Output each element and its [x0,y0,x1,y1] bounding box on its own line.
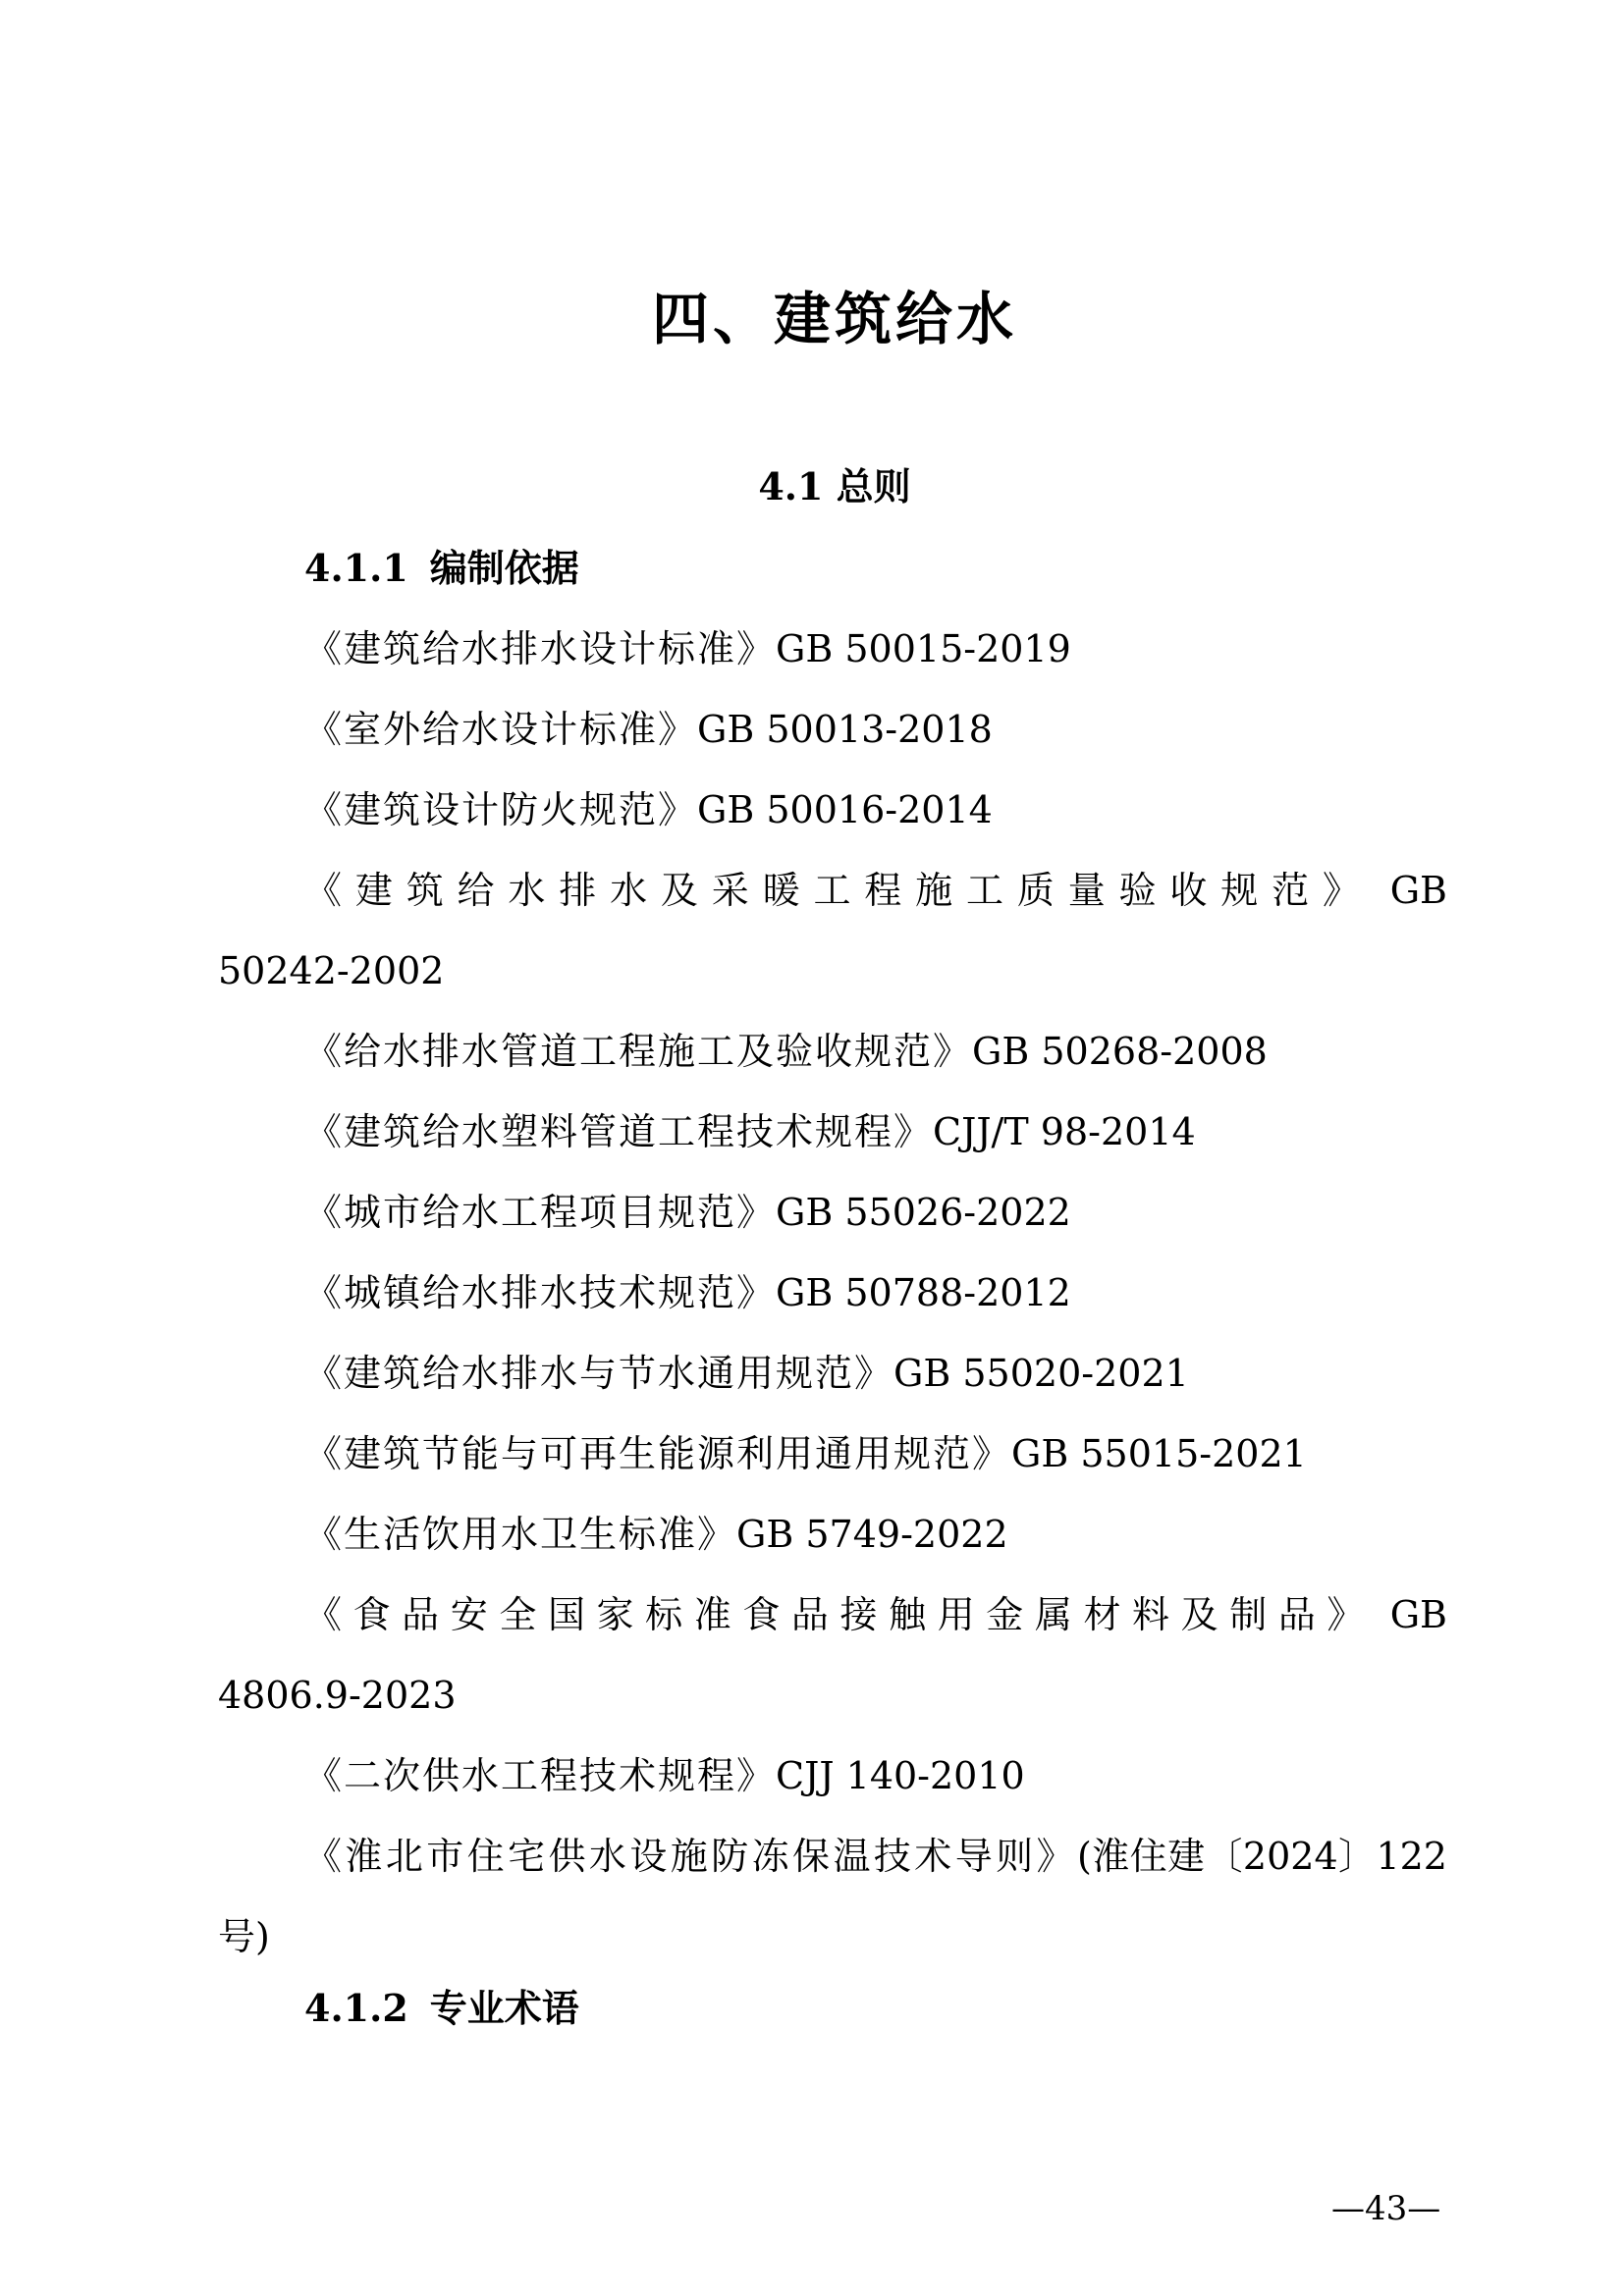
reference-code: GB 55020-2021 [893,1352,1189,1395]
reference-name: 《建筑给水塑料管道工程技术规程》 [304,1110,934,1153]
reference-code: GB 50013-2018 [697,708,993,751]
reference-name: 《室外给水设计标准》 [304,708,698,751]
reference-item [218,1816,1447,1977]
reference-item [218,1011,1447,1092]
reference-code: CJJ 140-2010 [776,1754,1025,1797]
reference-name: 《食品安全国家标准食品接触用金属材料及制品》 [304,1593,1377,1636]
page-number: —43— [1331,2189,1441,2228]
reference-code: CJJ/T 98-2014 [933,1110,1196,1153]
reference-code: GB 55026-2022 [776,1191,1071,1234]
reference-name: 《建筑设计防火规范》 [304,788,698,831]
reference-code: (淮住建〔2024〕122 号) [218,1835,1447,1958]
reference-name: 《城市给水工程项目规范》 [304,1191,777,1234]
reference-code: GB 50015-2019 [776,627,1071,670]
subsection-title: 专业术语 [429,1986,579,2030]
reference-code: GB 50016-2014 [697,788,993,831]
reference-item [218,1575,1447,1735]
reference-name: 《淮北市住宅供水设施防冻保温技术导则》 [304,1835,1077,1878]
reference-name: 《建筑节能与可再生能源利用通用规范》 [304,1432,1012,1475]
reference-item [218,609,1447,689]
reference-item [218,850,1447,1011]
reference-item [218,1092,1447,1172]
reference-item [218,1494,1447,1575]
reference-item [218,689,1447,770]
reference-list [218,609,1447,1977]
reference-code: GB 50788-2012 [776,1271,1071,1314]
reference-code: GB 50268-2008 [972,1030,1268,1073]
reference-name: 《建筑给水排水及采暖工程施工质量验收规范》 [304,869,1374,912]
section-title: 4.1 总则 [758,464,911,508]
reference-name: 《建筑给水排水与节水通用规范》 [304,1352,894,1395]
reference-code: GB 4806.9-2023 [218,1593,1447,1717]
reference-item [218,1172,1447,1253]
reference-name: 《建筑给水排水设计标准》 [304,627,777,670]
reference-item [218,1414,1447,1494]
reference-item [218,1253,1447,1333]
reference-name: 《二次供水工程技术规程》 [304,1754,777,1797]
subsection-number: 4.1.1 [304,546,408,590]
reference-code: GB 5749-2022 [736,1513,1008,1556]
reference-item [218,1735,1447,1816]
reference-code: GB 55015-2021 [1011,1432,1307,1475]
chapter-title: 四、建筑给水 [651,286,1017,352]
subsection-heading-4-1-1 [304,538,579,592]
reference-item [218,1333,1447,1414]
reference-item [218,770,1447,850]
reference-name: 《生活饮用水卫生标准》 [304,1513,737,1556]
subsection-number: 4.1.2 [304,1986,408,2030]
reference-name: 《给水排水管道工程施工及验收规范》 [304,1030,973,1073]
subsection-heading-4-1-2 [304,1978,579,2032]
reference-name: 《城镇给水排水技术规范》 [304,1271,777,1314]
reference-code: GB 50242-2002 [218,869,1447,992]
subsection-title: 编制依据 [429,546,579,590]
